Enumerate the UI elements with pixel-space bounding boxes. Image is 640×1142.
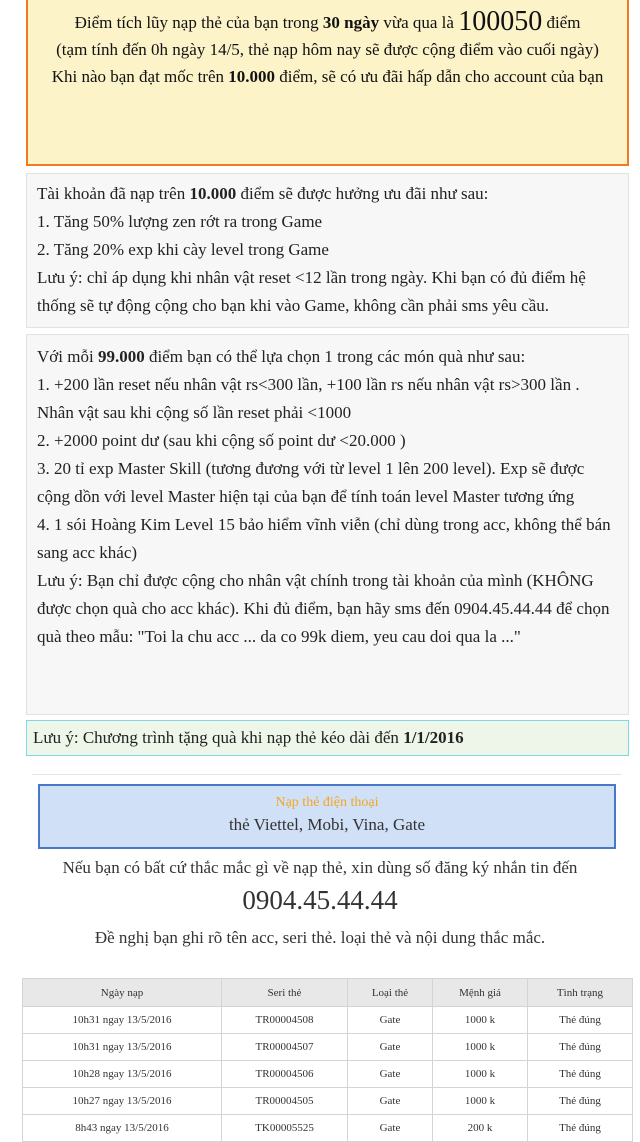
points-value: 100050 bbox=[458, 6, 543, 37]
cell-date: 10h28 ngay 13/5/2016 bbox=[23, 1061, 222, 1088]
topup-title-link[interactable]: Nạp thẻ điện thoại bbox=[275, 795, 379, 810]
points-summary-box bbox=[26, 0, 629, 166]
cell-status: Thẻ đúng bbox=[528, 1007, 633, 1034]
gift-item-3: 3. 20 tỉ exp Master Skill (tương đương với từ level 1 lên 200 level). Exp sẽ được cộng dồn với level Master hiện tại của bạn để tính toán level Master tương ứng bbox=[37, 459, 585, 506]
topup-networks: thẻ Viettel, Mobi, Vina, Gate bbox=[228, 815, 426, 834]
cell-value: 1000 k bbox=[433, 1088, 528, 1115]
points-line-3: Khi nào bạn đạt mốc trên 10.000 điểm, sẽ có ưu đãi hấp dẫn cho account của bạn bbox=[51, 67, 604, 86]
gift-item-1: 1. +200 lần reset nếu nhân vật rs<300 lần, +100 lần rs nếu nhân vật rs>300 lần . Nhân vật sau khi cộng số lần reset phải <1000 bbox=[37, 375, 580, 422]
cell-serial: TR00004507 bbox=[222, 1034, 348, 1061]
table-row bbox=[23, 1034, 633, 1061]
program-end-date: 1/1/2016 bbox=[403, 728, 464, 747]
cell-value: 1000 k bbox=[433, 1061, 528, 1088]
points-days: 30 ngày bbox=[322, 13, 380, 32]
cell-serial: TR00004505 bbox=[222, 1088, 348, 1115]
benefit-box bbox=[26, 173, 629, 328]
divider bbox=[32, 774, 622, 775]
benefit-item-1: 1. Tăng 50% lượng zen rớt ra trong Game bbox=[37, 212, 323, 231]
table-row bbox=[23, 1088, 633, 1115]
benefit-intro: Tài khoản đã nạp trên 10.000 điểm sẽ được hưởng ưu đãi như sau: bbox=[37, 184, 489, 203]
table-row bbox=[23, 1007, 633, 1034]
cell-serial: TK00005525 bbox=[222, 1115, 348, 1142]
col-date-header: Ngày nạp bbox=[23, 979, 222, 1007]
gift-item-4: 4. 1 sói Hoàng Kim Level 15 bảo hiểm vĩnh viễn (chỉ dùng trong acc, không thể bán sang acc khác) bbox=[37, 515, 611, 562]
benefit-note: Lưu ý: chỉ áp dụng khi nhân vật reset <12 lần trong ngày. Khi bạn có đủ điểm hệ thống sẽ tự động cộng cho bạn khi vào Game, không cần phải sms yêu cầu. bbox=[37, 268, 586, 315]
cell-value: 200 k bbox=[433, 1115, 528, 1142]
gift-intro: Với mỗi 99.000 điểm bạn có thể lựa chọn 1 trong các món quà như sau: bbox=[37, 347, 526, 366]
col-type-header: Loại thẻ bbox=[348, 979, 433, 1007]
cell-date: 10h31 ngay 13/5/2016 bbox=[23, 1007, 222, 1034]
table-row bbox=[23, 1115, 633, 1142]
points-line-2: (tạm tính đến 0h ngày 14/5, thẻ nạp hôm nay sẽ được cộng điểm vào cuối ngày) bbox=[56, 40, 599, 59]
help-note: Đề nghị bạn ghi rõ tên acc, seri thẻ. loại thẻ và nội dung thắc mắc. bbox=[94, 928, 546, 947]
cell-status: Thẻ đúng bbox=[528, 1061, 633, 1088]
cell-serial: TR00004506 bbox=[222, 1061, 348, 1088]
cell-type: Gate bbox=[348, 1115, 433, 1142]
help-phone: 0904.45.44.44 bbox=[242, 885, 398, 915]
points-line-1: Điểm tích lũy nạp thẻ của bạn trong 30 ngày vừa qua là 100050 điểm bbox=[74, 6, 581, 37]
cell-value: 1000 k bbox=[433, 1034, 528, 1061]
cell-date: 10h31 ngay 13/5/2016 bbox=[23, 1034, 222, 1061]
cell-type: Gate bbox=[348, 1088, 433, 1115]
cell-type: Gate bbox=[348, 1034, 433, 1061]
gift-item-2: 2. +2000 point dư (sau khi cộng số point dư <20.000 ) bbox=[37, 431, 406, 450]
cell-serial: TR00004508 bbox=[222, 1007, 348, 1034]
cell-date: 10h27 ngay 13/5/2016 bbox=[23, 1088, 222, 1115]
col-value-header: Mệnh giá bbox=[433, 979, 528, 1007]
milestone-value: 10.000 bbox=[228, 67, 275, 86]
program-note: Lưu ý: Chương trình tặng quà khi nạp thẻ kéo dài đến 1/1/2016 bbox=[26, 720, 629, 756]
gift-note: Lưu ý: Bạn chỉ được cộng cho nhân vật chính trong tài khoản của mình (KHÔNG được chọn quà cho acc khác). Khi đủ điểm, bạn hãy sms đến 0904.45.44.44 để chọn quà theo mẫu: "Toi la chu acc ... da co 99k diem, yeu cau doi qua la ..." bbox=[37, 571, 610, 646]
benefit-item-2: 2. Tăng 20% exp khi cày level trong Game bbox=[37, 240, 329, 259]
cell-value: 1000 k bbox=[433, 1007, 528, 1034]
cell-type: Gate bbox=[348, 1007, 433, 1034]
help-text: Nếu bạn có bất cứ thắc mắc gì về nạp thẻ, xin dùng số đăng ký nhắn tin đến bbox=[62, 858, 578, 877]
gift-box bbox=[26, 334, 629, 715]
cell-status: Thẻ đúng bbox=[528, 1088, 633, 1115]
col-status-header: Tình trạng bbox=[528, 979, 633, 1007]
topup-panel[interactable] bbox=[38, 784, 616, 849]
cell-status: Thẻ đúng bbox=[528, 1115, 633, 1142]
topup-history-table bbox=[22, 978, 633, 1142]
table-header-row bbox=[23, 979, 633, 1007]
table-row bbox=[23, 1061, 633, 1088]
col-serial-header: Seri thẻ bbox=[222, 979, 348, 1007]
cell-status: Thẻ đúng bbox=[528, 1034, 633, 1061]
cell-type: Gate bbox=[348, 1061, 433, 1088]
cell-date: 8h43 ngay 13/5/2016 bbox=[23, 1115, 222, 1142]
